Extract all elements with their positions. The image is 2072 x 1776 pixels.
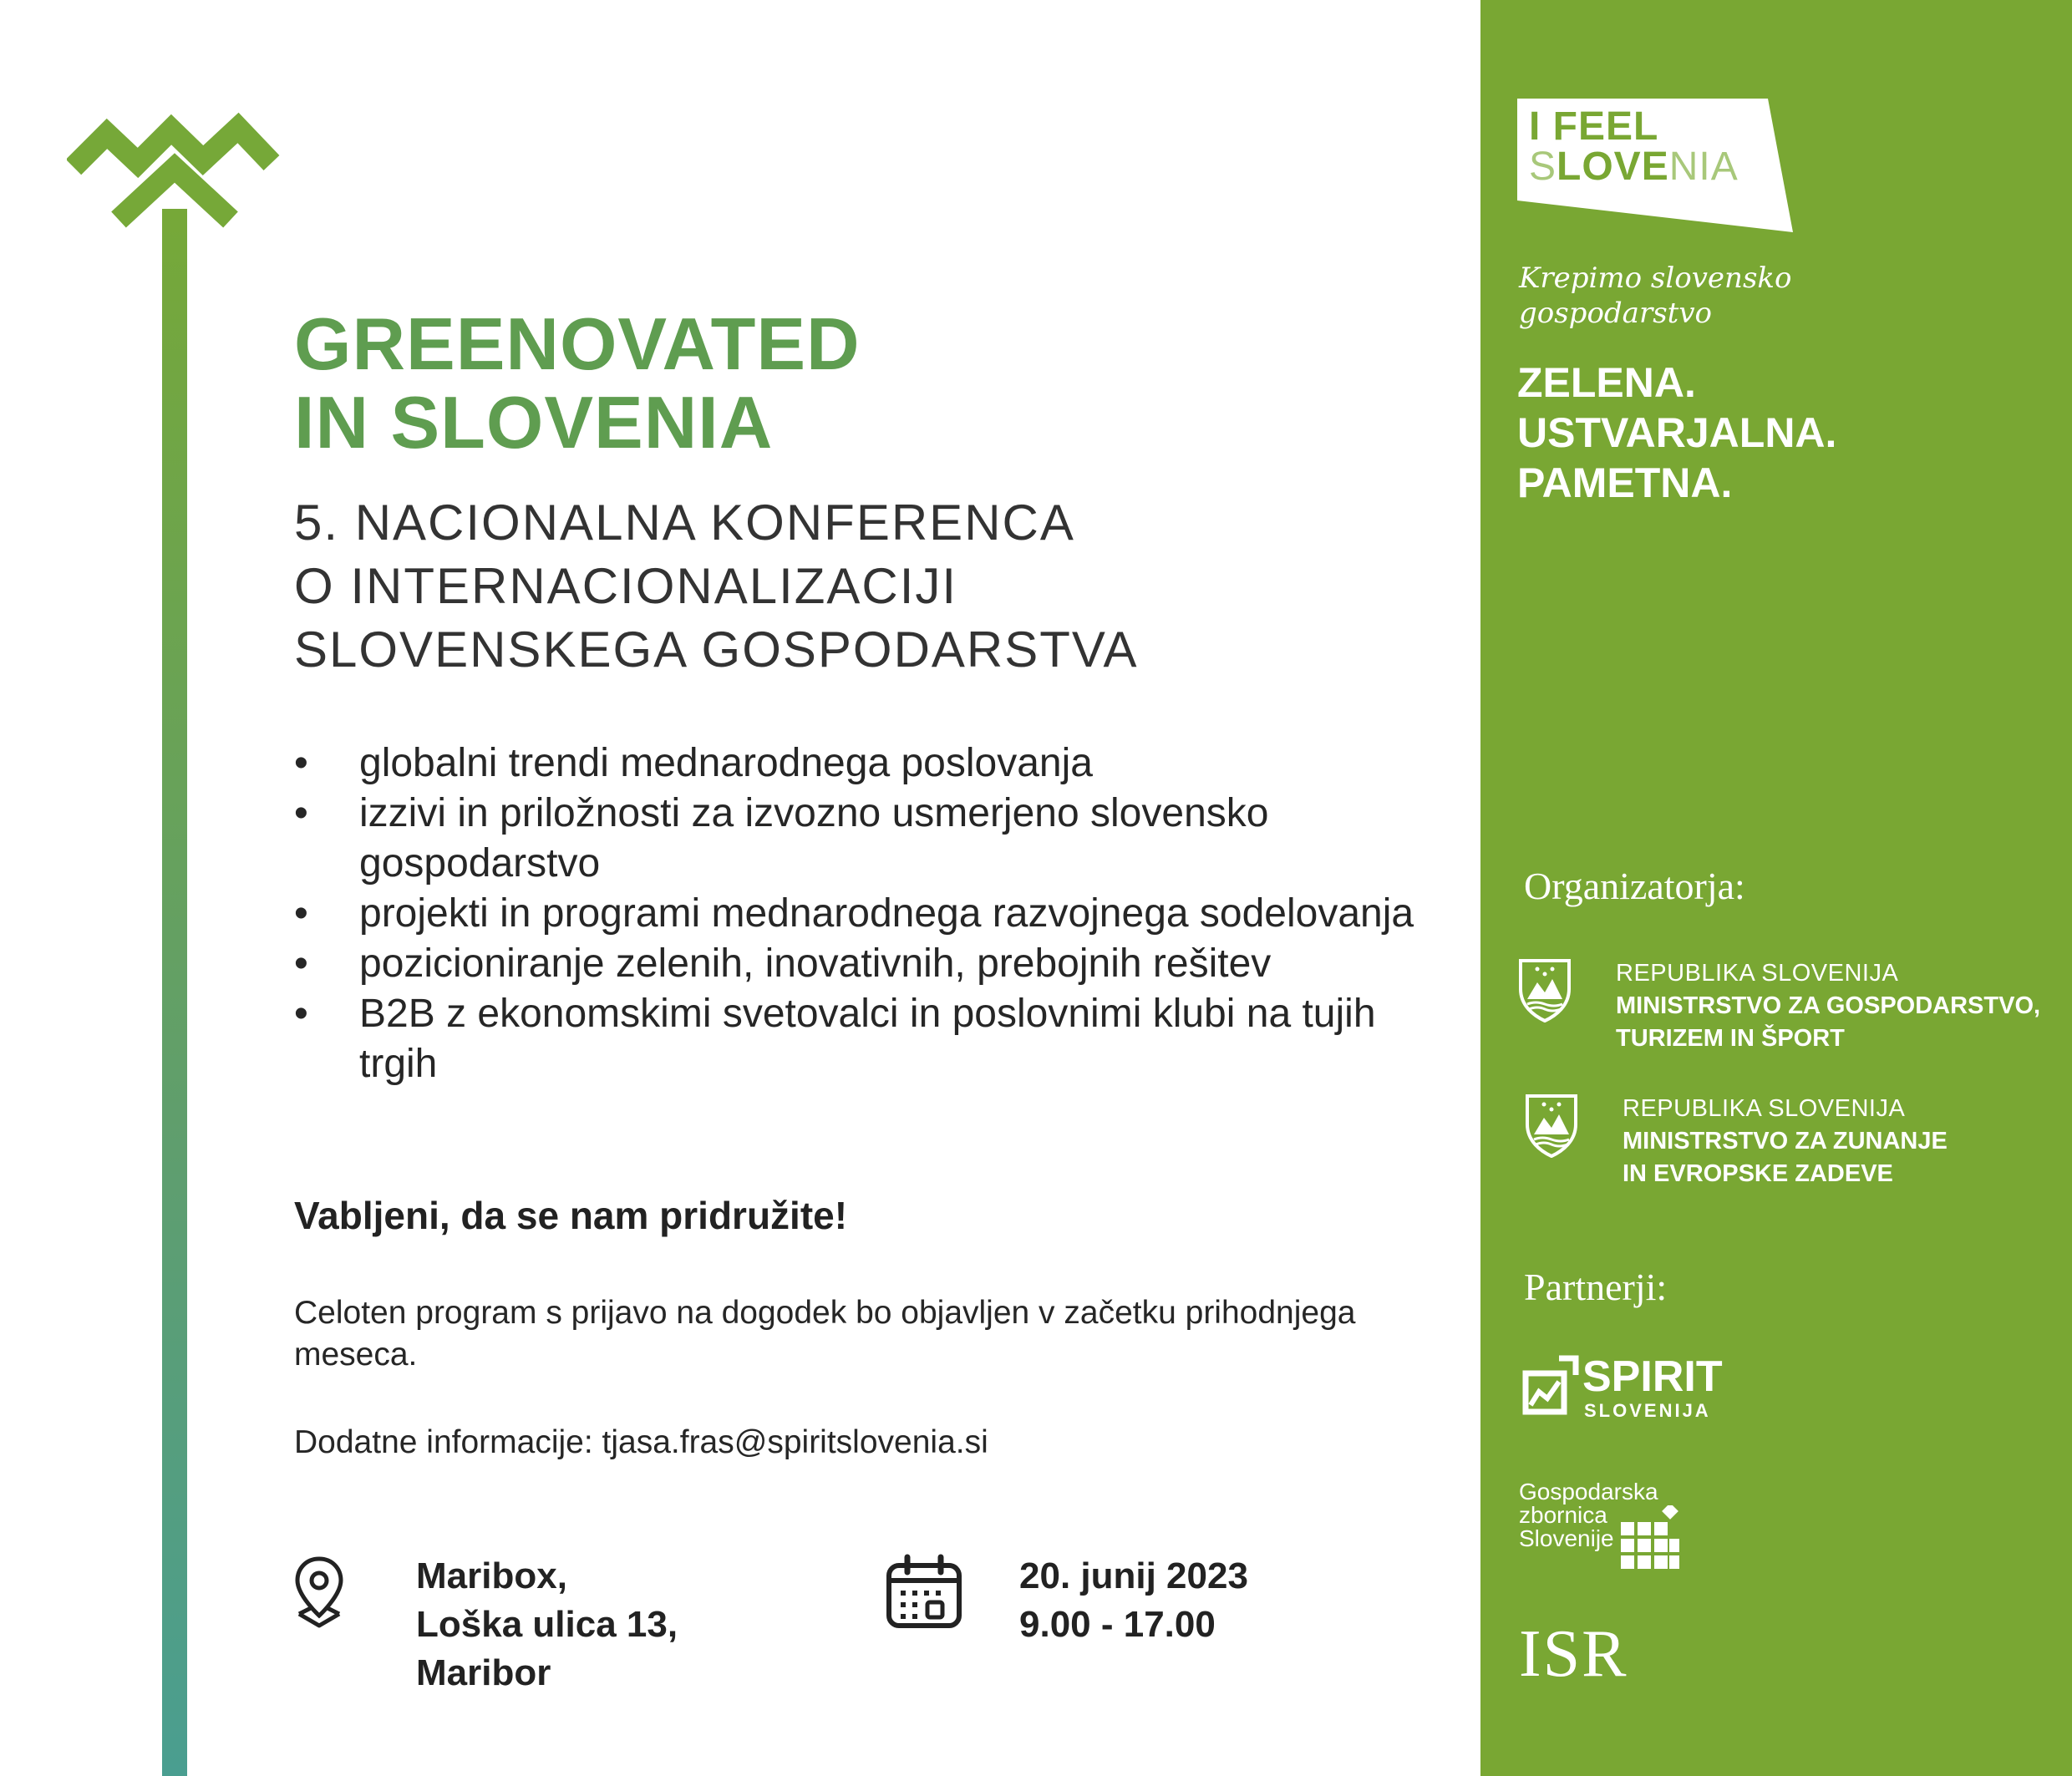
spirit-logo-subtext: SLOVENIJA [1584,1400,1711,1421]
organizer-1 [1616,957,2040,1055]
event-date: 20. junij 2023 [1019,1555,1248,1596]
list-item-text: B2B z ekonomskimi svetovalci in poslovnimi klubi na tujih trgih [359,992,1376,1086]
gzs-line-2: zbornica [1519,1502,1607,1528]
location-line-3: Maribor [416,1652,551,1693]
subtitle-line-2: O INTERNACIONALIZACIJI [294,558,958,614]
logo-text-nia: NIA [1668,145,1739,189]
organizer-2-ministry-line-1: MINISTRSTVO ZA ZUNANJE [1623,1128,1948,1154]
list-item-text: globalni trendi mednarodnega poslovanja [359,741,1093,785]
list-item [294,889,1464,939]
logo-text-line-2 [1529,144,1739,190]
list-item-text: pozicioniranje zelenih, inovativnih, prebojnih rešitev [359,941,1272,986]
mountain-arrow-icon [67,88,284,230]
claim-2: USTVARJALNA. [1517,409,1837,456]
gzs-line-3: Slovenije [1519,1525,1614,1551]
list-item [294,789,1464,889]
page-title [294,302,861,464]
bullet-icon: • [294,992,308,1036]
claims [1517,358,1836,508]
subtitle [294,491,1139,682]
gzs-grid-icon [1619,1505,1681,1572]
invitation-text: Vabljeni, da se nam pridružite! [294,1194,848,1237]
claim-3: PAMETNA. [1517,459,1733,506]
calendar-icon [884,1554,964,1631]
slogan-line-2: gospodarstvo [1519,297,1712,330]
title-line-2: IN SLOVENIA [294,381,774,464]
organizer-2-republic: REPUBLIKA SLOVENIJA [1623,1095,1906,1122]
list-item-text: izzivi in priložnosti za izvozno usmerjeno slovensko gospodarstvo [359,791,1269,885]
organizers-heading: Organizatorja: [1524,865,1745,907]
bullet-icon: • [294,941,308,986]
contact-info: Dodatne informacije: tjasa.fras@spiritslovenia.si [294,1424,988,1460]
partners-heading: Partnerji: [1524,1266,1668,1308]
subtitle-line-3: SLOVENSKEGA GOSPODARSTVA [294,622,1139,677]
topic-list [294,738,1464,1089]
coat-of-arms-icon [1524,1091,1579,1158]
title-line-1: GREENOVATED [294,302,861,385]
event-location [416,1552,678,1697]
list-item-text: projekti in programi mednarodnega razvojnega sodelovanja [359,891,1414,936]
isr-logo: ISR [1519,1617,1628,1691]
bullet-icon: • [294,791,308,835]
spirit-logo-icon [1522,1355,1579,1415]
slogan-line-1: Krepimo slovensko [1519,261,1792,295]
organizer-2 [1623,1093,1948,1190]
program-note: Celoten program s prijavo na dogodek bo objavljen v začetku prihodnjega meseca. [294,1295,1356,1373]
bullet-icon: • [294,891,308,936]
event-datetime [1019,1552,1248,1649]
arrow-line [162,209,187,1776]
claim-1: ZELENA. [1517,359,1696,406]
list-item [294,738,1464,789]
organizer-1-ministry-line-1: MINISTRSTVO ZA GOSPODARSTVO, [1616,992,2041,1019]
list-item [294,939,1464,989]
list-item [294,989,1464,1089]
organizer-1-ministry-line-2: TURIZEM IN ŠPORT [1616,1025,1845,1052]
slogan [1519,261,1791,331]
logo-text-love: LOVE [1557,145,1669,189]
location-line-1: Maribox, [416,1555,567,1596]
location-line-2: Loška ulica 13, [416,1604,678,1645]
logo-text-s: S [1529,145,1557,189]
event-time: 9.00 - 17.00 [1019,1604,1216,1645]
gzs-line-1: Gospodarska [1519,1479,1658,1505]
logo-text-line-1: I FEEL [1529,104,1659,149]
organizer-1-republic: REPUBLIKA SLOVENIJA [1616,960,1899,987]
bullet-icon: • [294,741,308,785]
coat-of-arms-icon [1517,956,1572,1022]
organizer-2-ministry-line-2: IN EVROPSKE ZADEVE [1623,1160,1893,1187]
spirit-logo-text: SPIRIT [1582,1352,1723,1401]
sidebar-panel [1480,0,2072,1776]
map-pin-icon [292,1555,346,1631]
subtitle-line-1: 5. NACIONALNA KONFERENCA [294,495,1075,551]
